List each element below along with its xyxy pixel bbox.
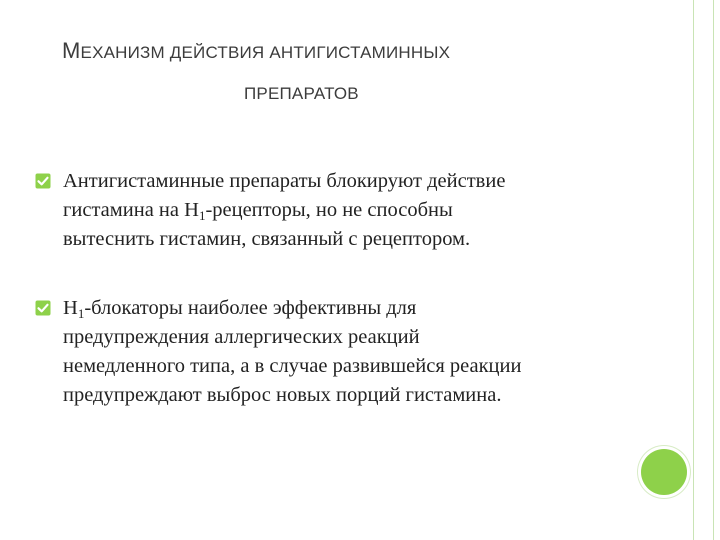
bullet-text-fragment: -блокаторы наиболее эффективны для — [84, 297, 417, 319]
decorative-green-circle — [641, 449, 687, 495]
bullet-text — [63, 294, 521, 410]
bullet-item — [35, 167, 635, 254]
subscript: 1 — [198, 208, 206, 223]
green-check-box-icon — [35, 300, 51, 316]
bullet-item — [35, 294, 635, 410]
title-first-letter: М — [62, 38, 81, 63]
title-line-1-text: ЕХАНИЗМ ДЕЙСТВИЯ АНТИГИСТАМИННЫХ — [80, 43, 451, 62]
decorative-frame-line — [713, 0, 714, 540]
bullet-line — [63, 294, 521, 323]
bullet-text-fragment: Н — [63, 297, 78, 319]
bullet-line: предупреждают выброс новых порций гистамина. — [63, 384, 502, 406]
bullet-line: немедленного типа, а в случае развившейся реакции — [63, 355, 522, 377]
bullet-line — [63, 196, 505, 225]
bullet-text — [63, 167, 505, 254]
bullet-text-fragment: -рецепторы, но не способны — [205, 199, 453, 221]
title-line-1 — [62, 38, 450, 64]
title-line-2: ПРЕПАРАТОВ — [244, 84, 359, 103]
subscript: 1 — [77, 306, 85, 321]
green-check-box-icon — [35, 173, 51, 189]
decorative-frame-line — [693, 0, 694, 540]
bullet-line: вытеснить гистамин, связанный с рецептором. — [63, 228, 471, 250]
bullet-line: Антигистаминные препараты блокируют действие — [63, 170, 506, 192]
bullet-text-fragment: гистамина на Н — [63, 199, 199, 221]
bullet-line: предупреждения аллергических реакций — [63, 326, 420, 348]
